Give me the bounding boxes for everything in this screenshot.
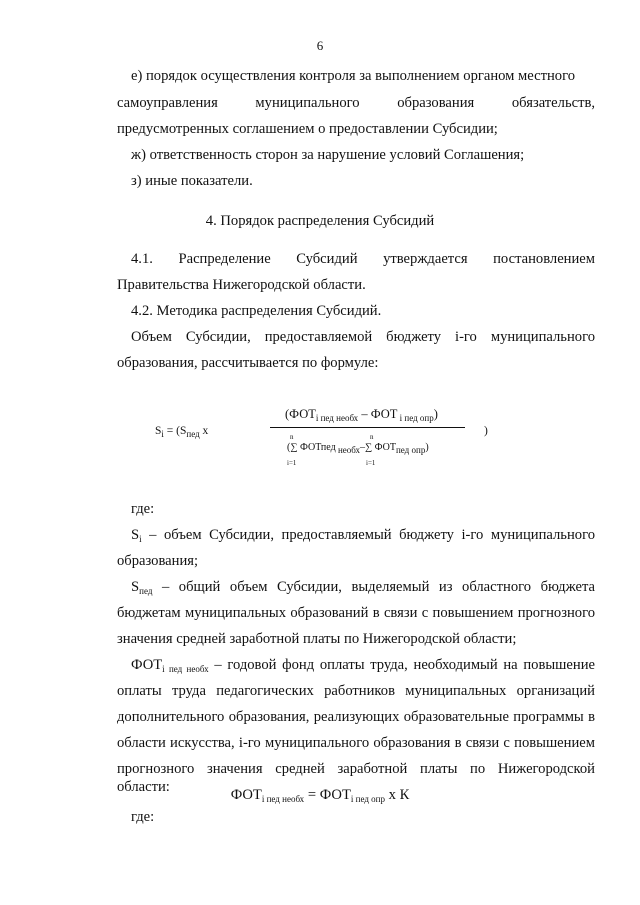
definition-fot-line-5: прогнозного значения средней заработной платы по Нижегородской области:	[117, 761, 595, 795]
formula-close-paren: )	[484, 425, 488, 437]
sum-upper-limit-1: n	[290, 433, 294, 441]
formula-denominator: (∑ ФОТпед $_{необх}$–∑ $ФОТ_{пед опр}$)	[287, 442, 429, 455]
formula-subsidy	[150, 395, 490, 475]
definition-si-line-2: образования;	[117, 553, 199, 569]
paragraph-z: з) иные показатели.	[131, 173, 253, 189]
definition-sped-line-2: бюджетам муниципальных образований в связи с повышением прогнозного	[117, 605, 595, 621]
where-label-1: где:	[131, 501, 155, 517]
paragraph-volume-line-1: Объем Субсидии, предоставляемой бюджету i-го муниципального	[131, 329, 595, 345]
sum-lower-limit-2: i=1	[366, 459, 376, 467]
paragraph-4-1-line-1: 4.1. Распределение Субсидий утверждается постановлением	[131, 251, 595, 267]
section-title: 4. Порядок распределения Субсидий	[205, 213, 435, 229]
definition-fot-line-2: оплаты труда педагогических работников муниципальных организаций	[117, 683, 595, 699]
paragraph-4-2: 4.2. Методика распределения Субсидий.	[131, 303, 382, 319]
sum-lower-limit-1: i=1	[287, 459, 297, 467]
paragraph-volume-line-2: образования, рассчитывается по формуле:	[117, 355, 379, 371]
definition-sped-line-1: $S_{пед}$ – общий объем Субсидии, выделяемый из областного бюджета	[131, 579, 595, 596]
definition-fot-line-1: $ФОТ_{i пед необх}$ – годовой фонд оплаты труда, необходимый на повышение	[131, 657, 595, 674]
paragraph-e-line-2: самоуправления муниципального образования обязательств,	[117, 95, 595, 111]
paragraph-e-line-1: е) порядок осуществления контроля за выполнением органом местного	[131, 68, 576, 84]
fraction-bar	[270, 427, 465, 428]
formula-lhs: $S_i = (S_{пед}$ x	[155, 425, 209, 439]
sum-upper-limit-2: n	[370, 433, 374, 441]
paragraph-zh: ж) ответственность сторон за нарушение условий Соглашения;	[131, 147, 525, 163]
definition-si-line-1: $S_i$ – объем Субсидии, предоставляемый бюджету i-го муниципального	[131, 527, 595, 544]
formula-numerator: ($ФОТ_{i пед необх}$ – ФОТ $_{i пед опр}$)	[285, 407, 438, 423]
definition-fot-line-4: области искусства, i-го муниципального образования в связи с повышением	[117, 735, 595, 751]
page-number: 6	[316, 38, 324, 53]
where-label-2: где:	[131, 809, 155, 825]
definition-fot-line-3: дополнительного образования, реализующих образовательные программы в	[117, 709, 595, 725]
paragraph-e-line-3: предусмотренных соглашением о предоставлении Субсидии;	[117, 121, 498, 137]
definition-sped-line-3: значения средней заработной платы по Нижегородской области;	[117, 631, 517, 647]
paragraph-4-1-line-2: Правительства Нижегородской области.	[117, 277, 366, 293]
formula-fot: $ФОТ_{i пед необх} = ФОТ_{i пед опр}$ x К	[230, 787, 410, 804]
